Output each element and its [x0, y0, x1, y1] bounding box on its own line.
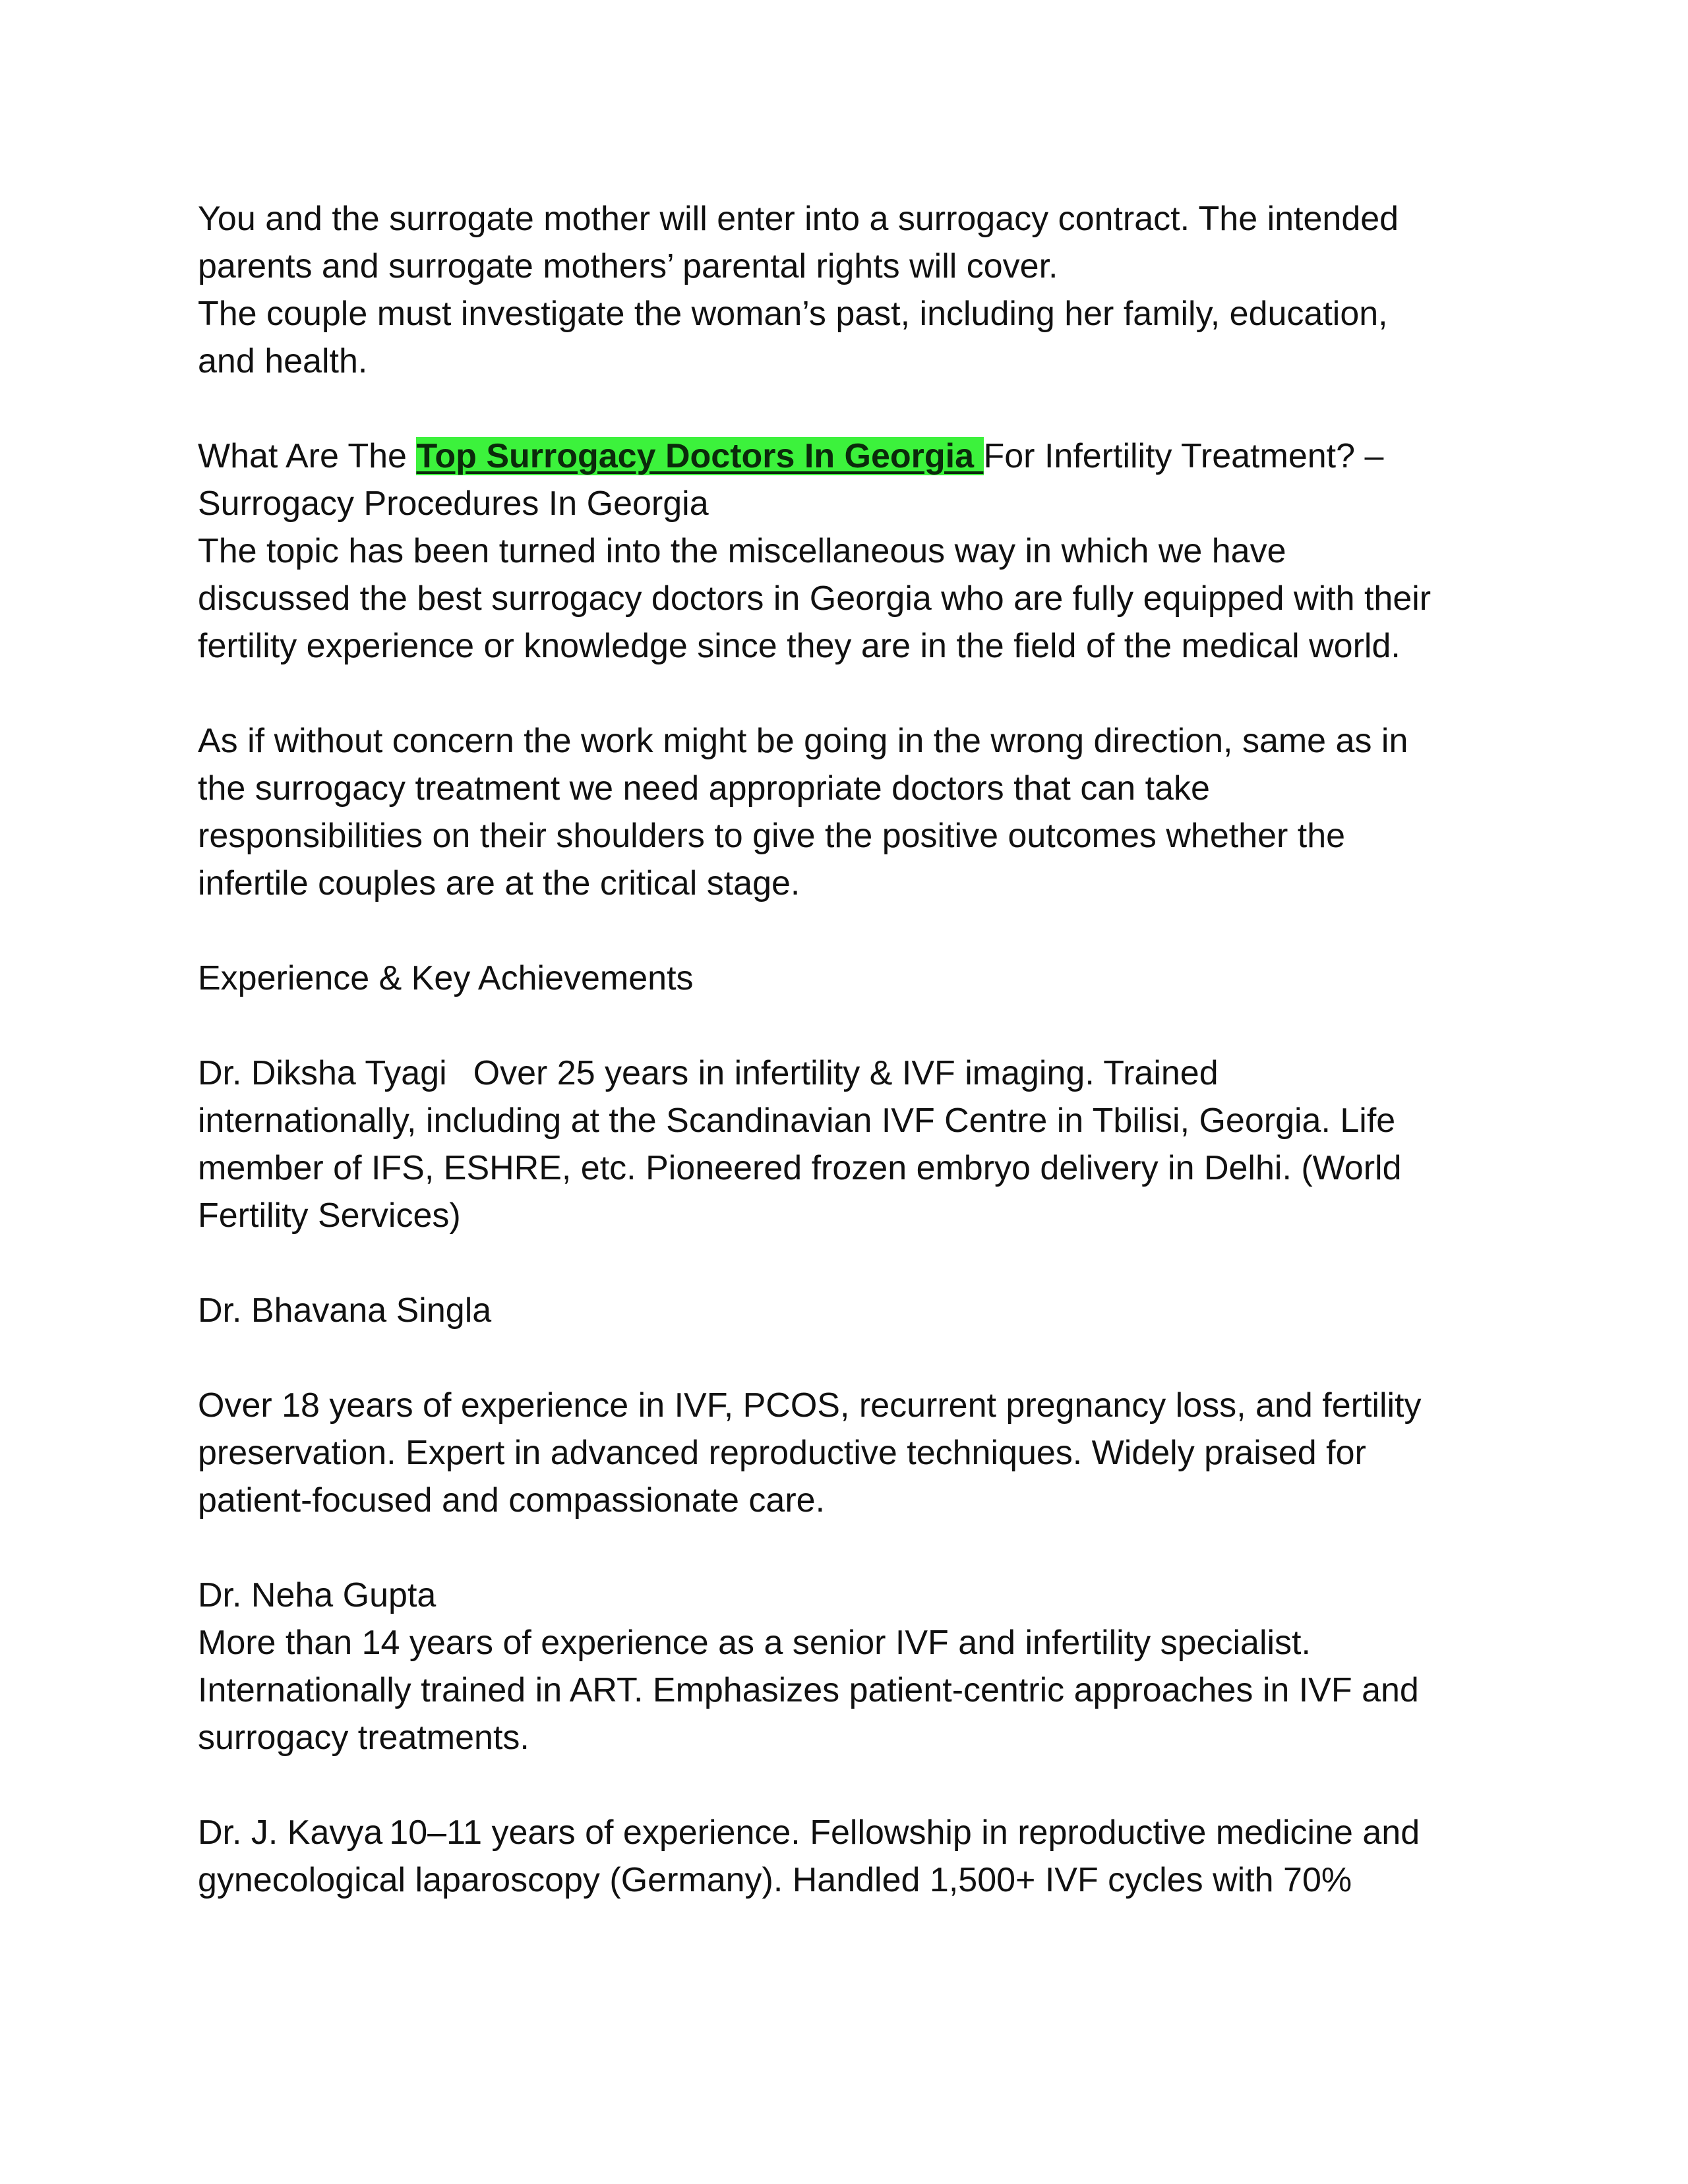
- paragraph-contract: [198, 195, 1517, 290]
- text-line: 10–11 years of experience. Fellowship in reproductive medicine and: [389, 1814, 1420, 1852]
- text-line: and health.: [198, 342, 368, 380]
- text-line: internationally, including at the Scandinavian IVF Centre in Tbilisi, Georgia. Life: [198, 1102, 1396, 1140]
- doctor-name-bhavana-singla: Dr. Bhavana Singla: [198, 1291, 492, 1330]
- blank-line: [198, 1334, 1517, 1382]
- text-line: As if without concern the work might be going in the wrong direction, same as in: [198, 722, 1408, 760]
- doctor-name: Dr. J. Kavya: [198, 1814, 383, 1852]
- document-body: [198, 195, 1517, 1904]
- text-line: gynecological laparoscopy (Germany). Handled 1,500+ IVF cycles with 70%: [198, 1861, 1352, 1899]
- blank-line: [198, 1524, 1517, 1572]
- doctor-entry-neha-gupta: [198, 1572, 1517, 1761]
- paragraph-investigate: [198, 290, 1517, 385]
- section-title: Experience & Key Achievements: [198, 959, 694, 997]
- text-line: fertility experience or knowledge since they are in the field of the medical world.: [198, 627, 1401, 665]
- text-line: Internationally trained in ART. Emphasizes patient-centric approaches in IVF and: [198, 1671, 1419, 1709]
- doctor-name: Dr. Diksha Tyagi: [198, 1054, 447, 1092]
- doctor-name: Dr. Neha Gupta: [198, 1576, 437, 1614]
- text-line: You and the surrogate mother will enter into a surrogacy contract. The intended: [198, 200, 1399, 238]
- paragraph-concern: [198, 717, 1517, 907]
- heading-prefix: What Are The: [198, 437, 417, 475]
- heading-line2: Surrogacy Procedures In Georgia: [198, 485, 709, 523]
- text-line: Over 18 years of experience in IVF, PCOS, recurrent pregnancy loss, and fertility: [198, 1386, 1422, 1425]
- text-line: preservation. Expert in advanced reproductive techniques. Widely praised for: [198, 1434, 1366, 1472]
- paragraph-topic: [198, 527, 1517, 670]
- text-line: More than 14 years of experience as a senior IVF and infertility specialist.: [198, 1624, 1311, 1662]
- blank-line: [198, 1761, 1517, 1809]
- blank-line: [198, 1239, 1517, 1287]
- text-line: The couple must investigate the woman’s past, including her family, education,: [198, 295, 1388, 333]
- blank-line: [198, 670, 1517, 717]
- blank-line: [198, 1002, 1517, 1049]
- top-surrogacy-doctors-link[interactable]: Top Surrogacy Doctors In Georgia: [416, 437, 984, 475]
- blank-line: [198, 385, 1517, 432]
- text-line: surrogacy treatments.: [198, 1719, 529, 1757]
- text-line: the surrogacy treatment we need appropriate doctors that can take: [198, 769, 1210, 808]
- text-line: parents and surrogate mothers’ parental rights will cover.: [198, 247, 1058, 285]
- heading-suffix: For Infertility Treatment? –: [983, 437, 1384, 475]
- text-line: responsibilities on their shoulders to give the positive outcomes whether the: [198, 817, 1346, 855]
- doctor-entry-j-kavya: [198, 1809, 1517, 1904]
- blank-line: [198, 907, 1517, 955]
- text-line: The topic has been turned into the miscellaneous way in which we have: [198, 532, 1286, 570]
- text-line: patient-focused and compassionate care.: [198, 1481, 826, 1520]
- doctor-entry-diksha-tyagi: [198, 1049, 1517, 1239]
- text-line: Over 25 years in infertility & IVF imaging. Trained: [473, 1054, 1219, 1092]
- text-line: discussed the best surrogacy doctors in Georgia who are fully equipped with their: [198, 579, 1432, 618]
- text-line: member of IFS, ESHRE, etc. Pioneered frozen embryo delivery in Delhi. (World: [198, 1149, 1402, 1187]
- text-line: Fertility Services): [198, 1196, 461, 1235]
- heading-top-doctors: [198, 432, 1517, 527]
- text-line: infertile couples are at the critical stage.: [198, 864, 800, 902]
- doctor-entry-bhavana-singla: [198, 1382, 1517, 1524]
